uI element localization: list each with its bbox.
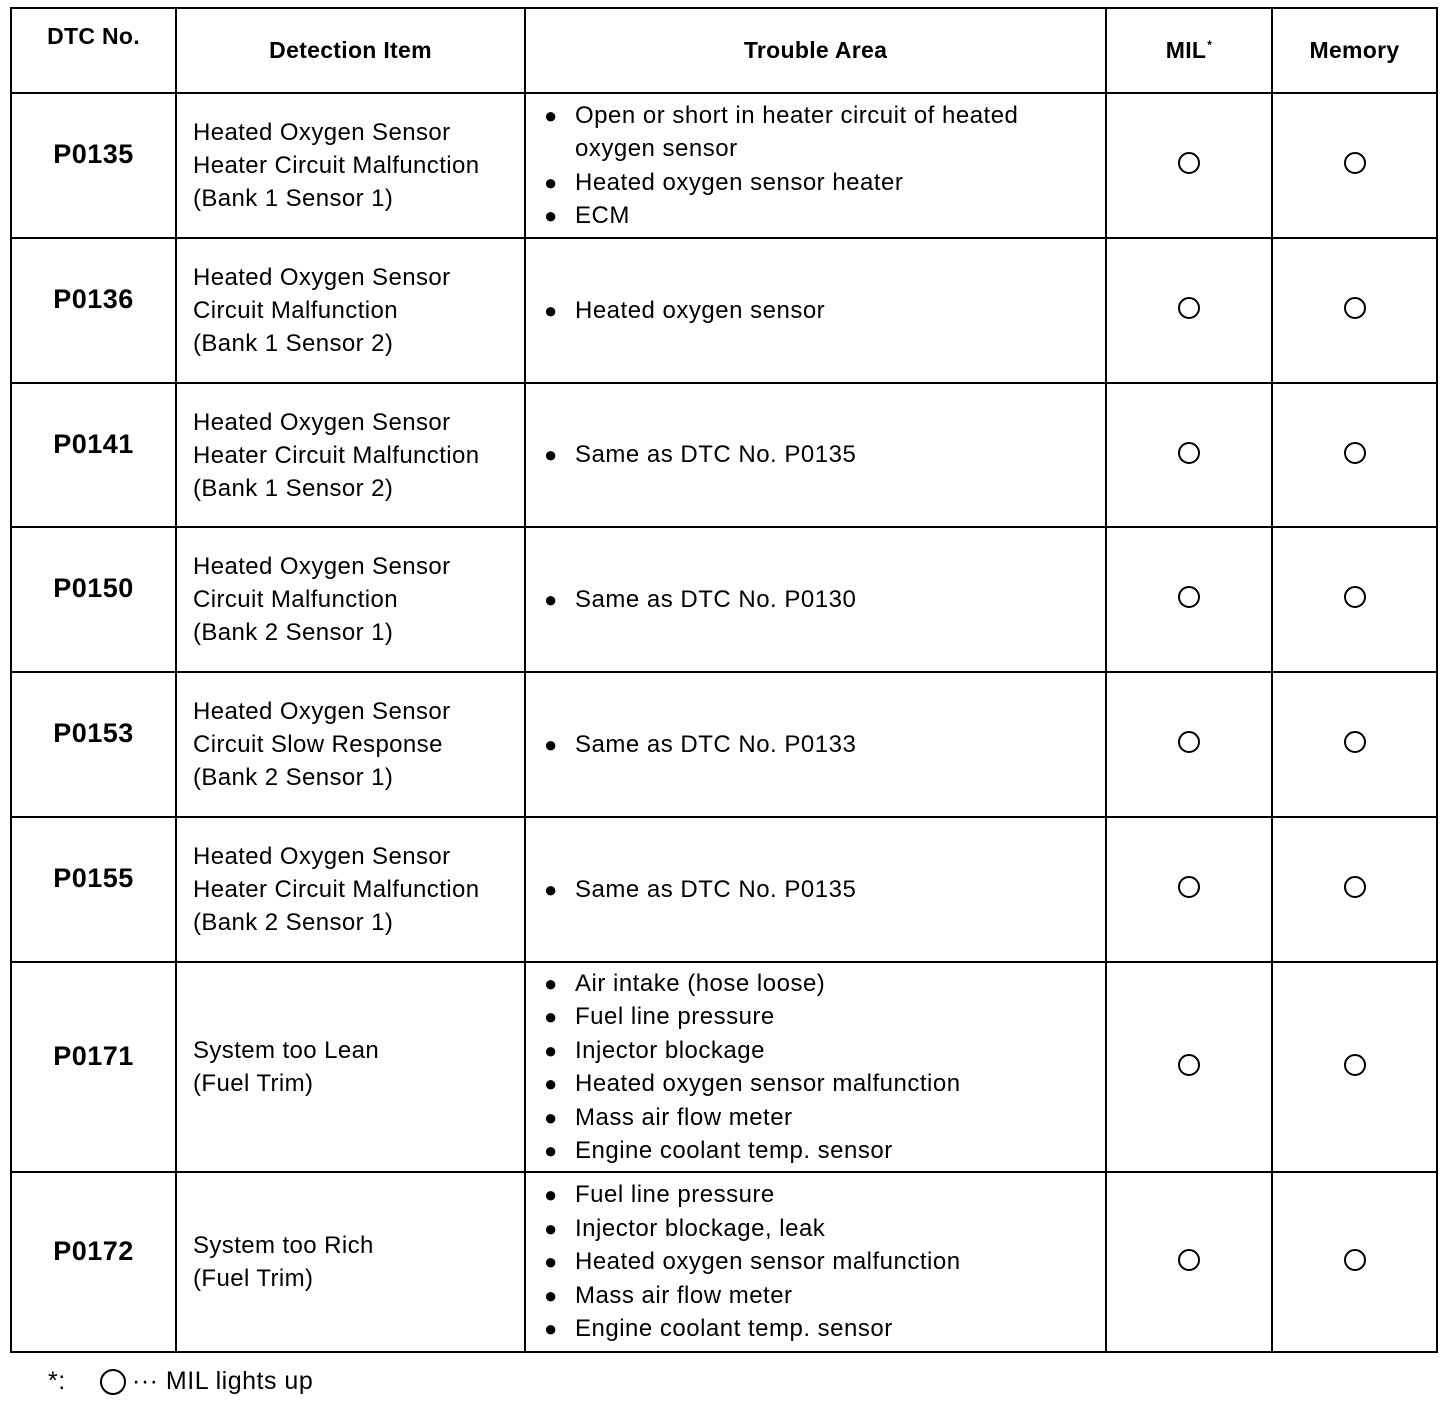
trouble-area-cell: [525, 817, 1106, 962]
mil-cell: [1106, 1172, 1272, 1352]
detection-item-line: (Fuel Trim): [193, 1070, 314, 1097]
header-detection-item: Detection Item: [176, 8, 525, 93]
circle-icon: [1344, 586, 1366, 608]
bullet-icon: ●: [544, 586, 558, 612]
trouble-area-list: [544, 438, 1105, 472]
bullet-icon: ●: [544, 297, 558, 323]
list-item: [544, 294, 1105, 328]
circle-icon: [100, 1369, 126, 1395]
trouble-area-text: Injector blockage: [575, 1036, 765, 1064]
circle-icon: [1344, 1249, 1366, 1271]
dtc-code-cell: P0171: [11, 962, 176, 1172]
list-item: [544, 583, 1105, 617]
circle-icon: [1178, 876, 1200, 898]
trouble-area-cell: [525, 93, 1106, 238]
bullet-icon: ●: [544, 876, 558, 902]
trouble-area-text: Engine coolant temp. sensor: [575, 1315, 893, 1343]
trouble-area-text: Same as DTC No. P0135: [575, 875, 857, 903]
detection-item-cell: [176, 962, 525, 1172]
detection-item-cell: [176, 672, 525, 817]
circle-icon: [1178, 442, 1200, 464]
trouble-area-text: Same as DTC No. P0130: [575, 585, 857, 613]
circle-icon: [1178, 1054, 1200, 1076]
trouble-area-cell: [525, 962, 1106, 1172]
detection-item-line: Heated Oxygen Sensor: [193, 698, 451, 725]
list-item: [544, 873, 1105, 907]
bullet-icon: ●: [544, 1104, 558, 1130]
mil-cell: [1106, 527, 1272, 672]
circle-icon: [1344, 731, 1366, 753]
dtc-code-cell: P0155: [11, 817, 176, 962]
trouble-area-cell: [525, 238, 1106, 383]
bullet-icon: ●: [544, 1037, 558, 1063]
bullet-icon: ●: [544, 1316, 558, 1342]
trouble-area-list: [544, 1178, 1105, 1346]
trouble-area-list: [544, 967, 1105, 1168]
trouble-area-text: Air intake (hose loose): [575, 969, 826, 997]
footnote: [48, 1367, 313, 1396]
mil-cell: [1106, 817, 1272, 962]
list-item: [544, 1134, 1105, 1168]
mil-cell: [1106, 93, 1272, 238]
memory-cell: [1272, 817, 1437, 962]
list-item: [544, 1212, 1105, 1246]
list-item: [544, 438, 1105, 472]
bullet-icon: ●: [544, 1138, 558, 1163]
footnote-text: ··· MIL lights up: [132, 1367, 314, 1395]
header-mil-footnote-marker: *: [1207, 38, 1213, 52]
circle-icon: [1178, 586, 1200, 608]
table-body: [11, 93, 1437, 1352]
detection-item-cell: [176, 527, 525, 672]
memory-cell: [1272, 383, 1437, 527]
list-item: [544, 166, 1105, 200]
circle-icon: [1344, 442, 1366, 464]
detection-item-line: (Bank 2 Sensor 1): [193, 909, 394, 936]
trouble-area-text: Open or short in heater circuit of heated oxygen sensor: [575, 101, 1019, 162]
mil-cell: [1106, 672, 1272, 817]
table-row: [11, 527, 1437, 672]
detection-item-line: Heated Oxygen Sensor: [193, 119, 451, 146]
trouble-area-text: Fuel line pressure: [575, 1003, 775, 1030]
detection-item-line: Heated Oxygen Sensor: [193, 264, 451, 291]
list-item: [544, 1101, 1105, 1135]
detection-item-line: (Fuel Trim): [193, 1265, 314, 1292]
detection-item-line: (Bank 1 Sensor 1): [193, 185, 394, 212]
trouble-area-text: Heated oxygen sensor malfunction: [575, 1070, 961, 1097]
bullet-icon: ●: [544, 1282, 558, 1308]
detection-item-line: Heater Circuit Malfunction: [193, 152, 480, 179]
trouble-area-cell: [525, 383, 1106, 527]
bullet-icon: ●: [544, 1249, 558, 1275]
trouble-area-text: ECM: [575, 202, 630, 229]
detection-item-line: System too Rich: [193, 1232, 374, 1259]
list-item: [544, 728, 1105, 762]
trouble-area-cell: [525, 1172, 1106, 1352]
dtc-table: [10, 7, 1438, 1353]
detection-item-line: Heated Oxygen Sensor: [193, 843, 451, 870]
memory-cell: [1272, 672, 1437, 817]
trouble-area-text: Engine coolant temp. sensor: [575, 1137, 893, 1164]
trouble-area-text: Heated oxygen sensor heater: [575, 168, 904, 196]
table-row: [11, 383, 1437, 527]
mil-cell: [1106, 238, 1272, 383]
list-item: [544, 1312, 1105, 1346]
trouble-area-text: Mass air flow meter: [575, 1281, 793, 1309]
memory-cell: [1272, 962, 1437, 1172]
list-item: [544, 1245, 1105, 1279]
bullet-icon: ●: [544, 970, 558, 996]
dtc-code-cell: P0153: [11, 672, 176, 817]
trouble-area-text: Fuel line pressure: [575, 1181, 775, 1209]
trouble-area-list: [544, 583, 1105, 617]
detection-item-cell: [176, 383, 525, 527]
dtc-code-cell: P0136: [11, 238, 176, 383]
header-mil-label: MIL: [1165, 37, 1207, 63]
circle-icon: [1344, 297, 1366, 319]
trouble-area-cell: [525, 672, 1106, 817]
circle-icon: [1344, 876, 1366, 898]
trouble-area-list: [544, 873, 1105, 907]
detection-item-line: (Bank 2 Sensor 1): [193, 619, 394, 646]
detection-item-cell: [176, 238, 525, 383]
circle-icon: [1178, 297, 1200, 319]
trouble-area-text: Injector blockage, leak: [575, 1214, 826, 1242]
dtc-code-cell: P0172: [11, 1172, 176, 1352]
detection-item-line: Circuit Slow Response: [193, 731, 443, 758]
list-item: [544, 967, 1105, 1001]
circle-icon: [1178, 731, 1200, 753]
circle-icon: [1344, 1054, 1366, 1076]
dtc-code-cell: P0141: [11, 383, 176, 527]
trouble-area-list: [544, 99, 1105, 233]
table-header-row: [11, 8, 1437, 93]
bullet-icon: ●: [544, 1071, 558, 1096]
footnote-symbol: *:: [48, 1367, 66, 1395]
mil-cell: [1106, 962, 1272, 1172]
detection-item-cell: [176, 817, 525, 962]
detection-item-line: Heater Circuit Malfunction: [193, 441, 480, 469]
list-item: [544, 1178, 1105, 1212]
detection-item-cell: [176, 1172, 525, 1352]
trouble-area-text: Heated oxygen sensor: [575, 296, 826, 324]
bullet-icon: ●: [544, 442, 558, 468]
table-row: [11, 672, 1437, 817]
detection-item-line: (Bank 1 Sensor 2): [193, 474, 394, 502]
bullet-icon: ●: [544, 731, 558, 757]
memory-cell: [1272, 527, 1437, 672]
table-row: [11, 238, 1437, 383]
table-row: [11, 817, 1437, 962]
list-item: [544, 1034, 1105, 1068]
list-item: [544, 99, 1105, 166]
trouble-area-text: Mass air flow meter: [575, 1103, 793, 1131]
dtc-code-cell: P0150: [11, 527, 176, 672]
trouble-area-text: Same as DTC No. P0135: [575, 441, 857, 469]
circle-icon: [1344, 152, 1366, 174]
mil-cell: [1106, 383, 1272, 527]
detection-item-line: Circuit Malfunction: [193, 297, 399, 324]
header-trouble-area: Trouble Area: [525, 8, 1106, 93]
memory-cell: [1272, 238, 1437, 383]
bullet-icon: ●: [544, 1182, 558, 1208]
table-row: [11, 1172, 1437, 1352]
list-item: [544, 1000, 1105, 1034]
bullet-icon: ●: [544, 102, 558, 128]
detection-item-line: Heater Circuit Malfunction: [193, 876, 480, 903]
detection-item-line: (Bank 1 Sensor 2): [193, 330, 394, 357]
detection-item-line: System too Lean: [193, 1037, 380, 1064]
circle-icon: [1178, 1249, 1200, 1271]
table-row: [11, 962, 1437, 1172]
circle-icon: [1178, 152, 1200, 174]
memory-cell: [1272, 1172, 1437, 1352]
header-memory: Memory: [1272, 8, 1437, 93]
detection-item-line: (Bank 2 Sensor 1): [193, 764, 394, 791]
detection-item-line: Heated Oxygen Sensor: [193, 553, 451, 580]
table-row: [11, 93, 1437, 238]
detection-item-cell: [176, 93, 525, 238]
dtc-code-cell: P0135: [11, 93, 176, 238]
detection-item-line: Heated Oxygen Sensor: [193, 408, 451, 436]
detection-item-line: Circuit Malfunction: [193, 586, 399, 613]
memory-cell: [1272, 93, 1437, 238]
list-item: [544, 199, 1105, 233]
list-item: [544, 1067, 1105, 1101]
list-item: [544, 1279, 1105, 1313]
trouble-area-list: [544, 728, 1105, 762]
trouble-area-list: [544, 294, 1105, 328]
trouble-area-cell: [525, 527, 1106, 672]
trouble-area-text: Heated oxygen sensor malfunction: [575, 1248, 961, 1276]
bullet-icon: ●: [544, 169, 558, 195]
header-mil: [1106, 8, 1272, 93]
bullet-icon: ●: [544, 1004, 558, 1029]
header-dtc-no: DTC No.: [11, 8, 176, 93]
trouble-area-text: Same as DTC No. P0133: [575, 730, 857, 758]
bullet-icon: ●: [544, 1215, 558, 1241]
bullet-icon: ●: [544, 203, 558, 228]
